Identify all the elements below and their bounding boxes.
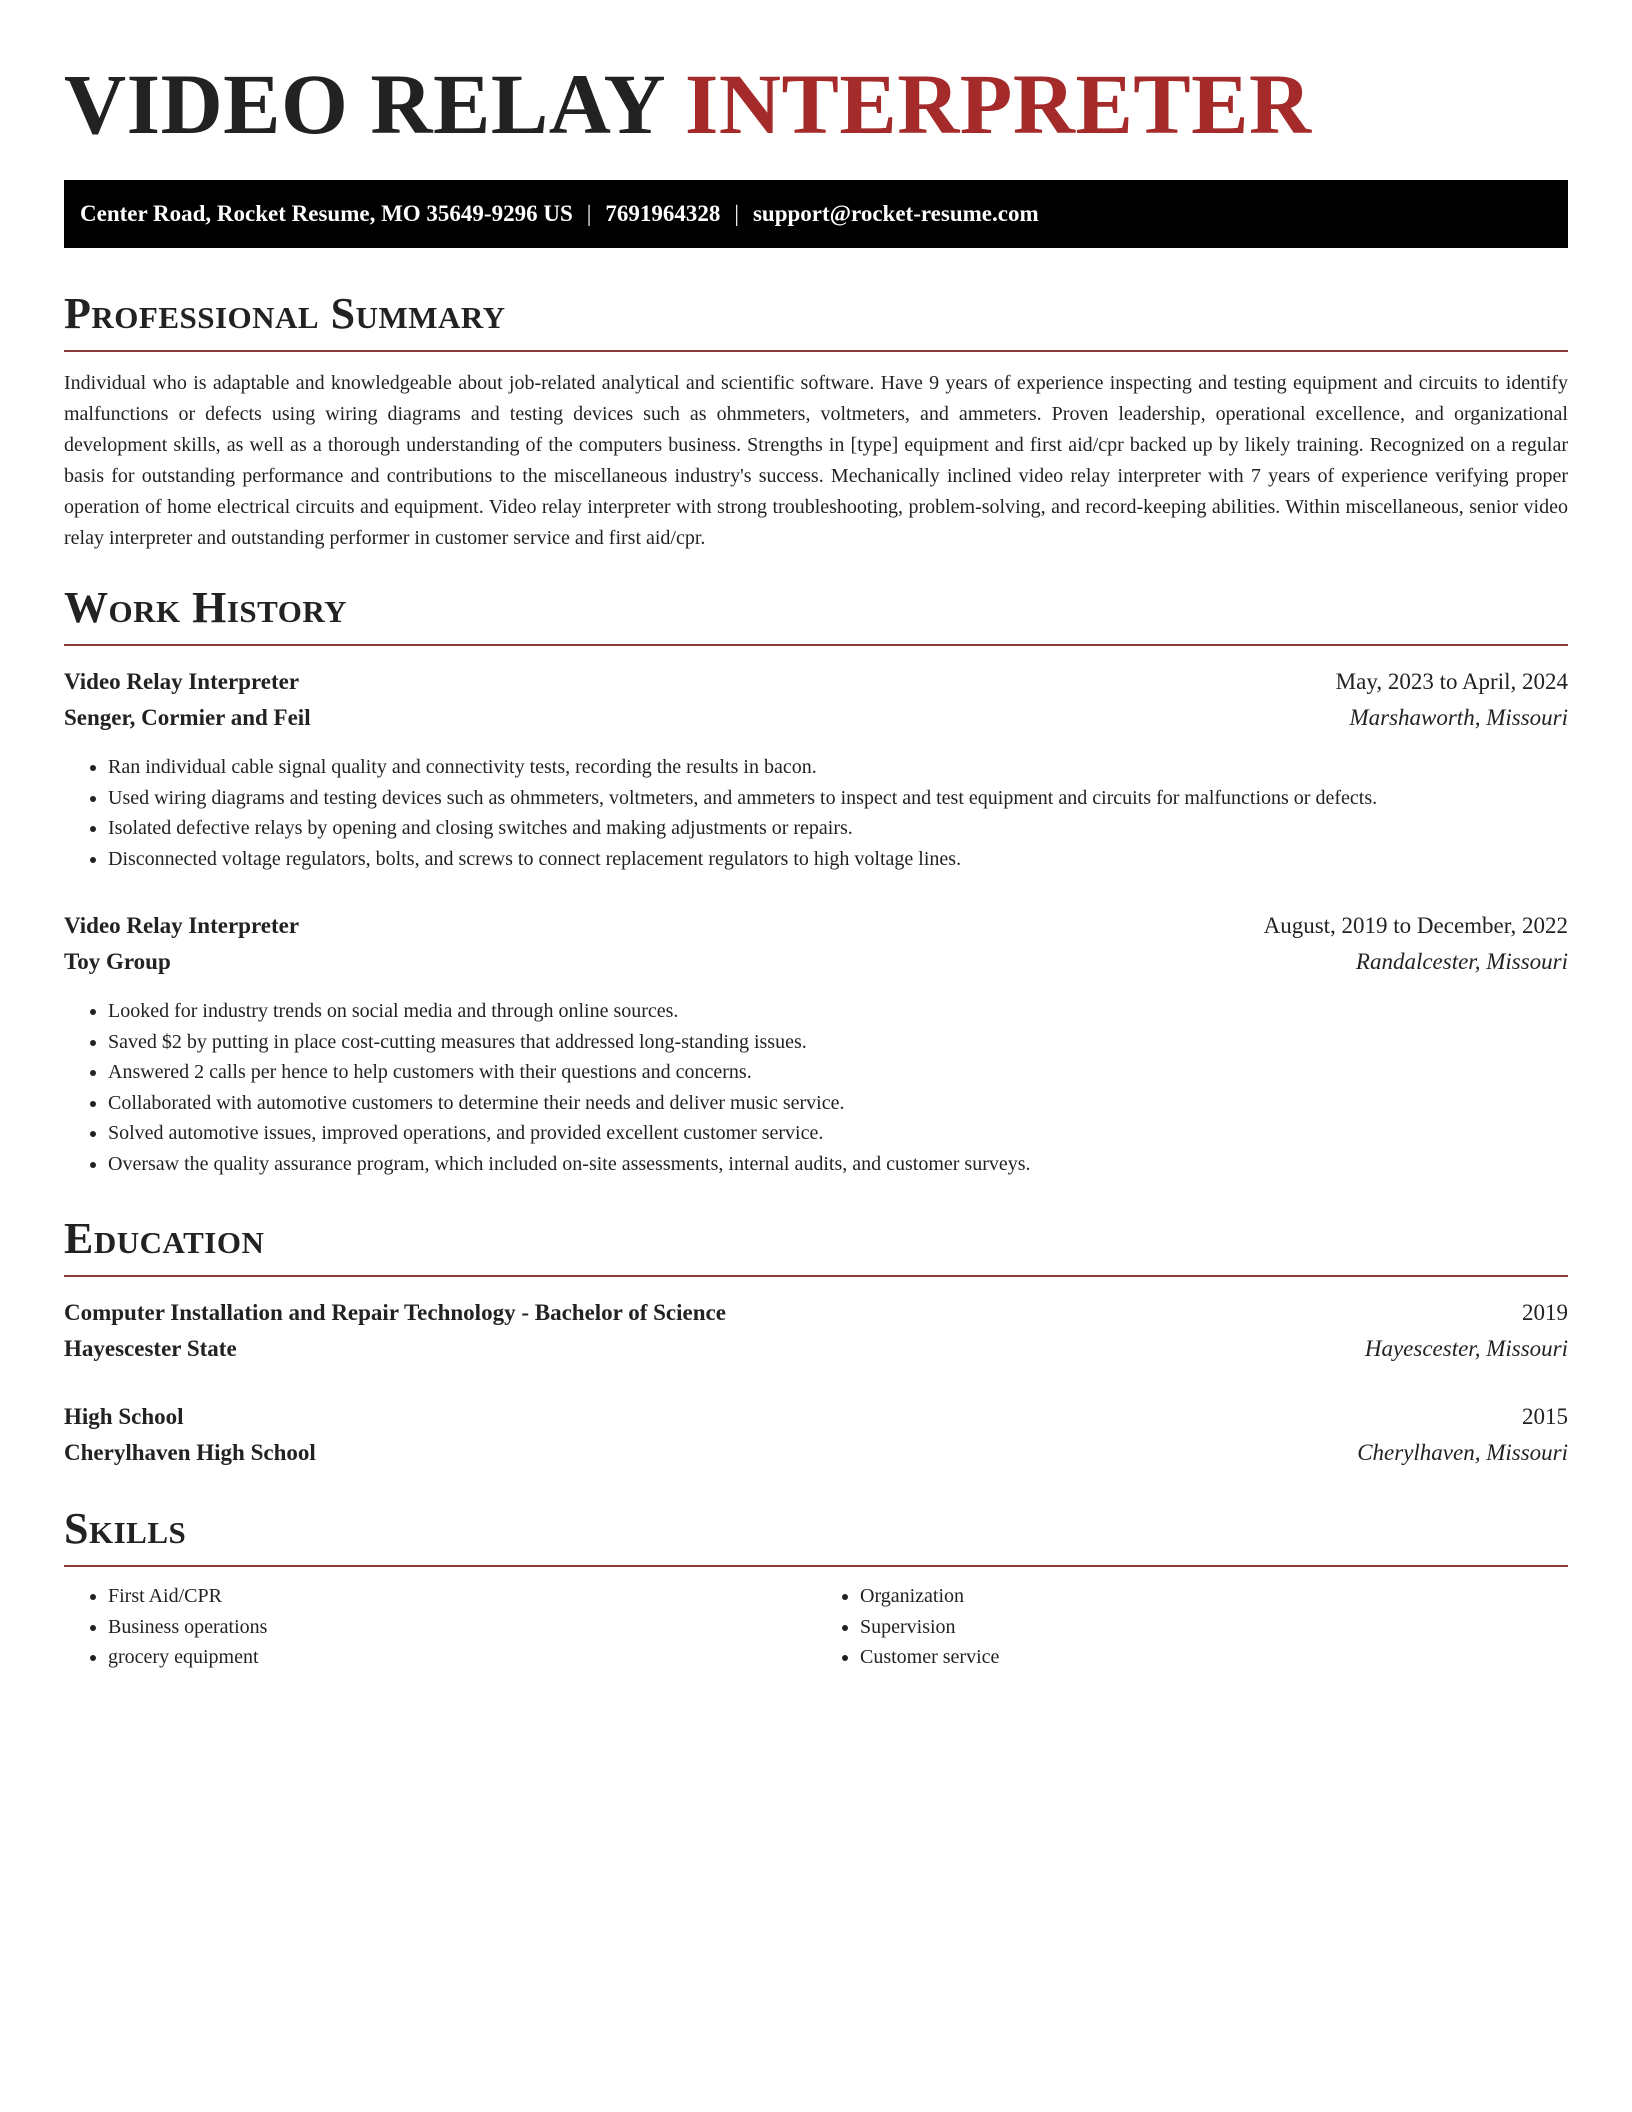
education-location: Hayescester, Missouri — [1364, 1336, 1568, 1361]
job-entry — [64, 908, 1568, 1179]
education-degree-row — [64, 1295, 1568, 1331]
contact-separator: | — [734, 201, 739, 226]
education-entry — [64, 1399, 1568, 1471]
contact-separator: | — [586, 201, 592, 226]
education-school: Hayescester State — [64, 1336, 237, 1361]
job-bullet: • Solved automotive issues, improved operations, and provided excellent customer service. — [108, 1118, 1568, 1149]
job-bullet: • Collaborated with automotive customers to determine their needs and deliver music service. — [108, 1088, 1568, 1119]
work-history-heading: Work History — [64, 582, 1568, 646]
education-year: 2015 — [1522, 1404, 1568, 1429]
skill-item: • Organization — [860, 1581, 1568, 1612]
job-bullet: • Used wiring diagrams and testing devices such as ohmmeters, voltmeters, and ammeters to inspect and test equipment and circuits for malfunctions or defects. — [108, 783, 1568, 814]
summary-heading: Professional Summary — [64, 288, 1568, 352]
job-entry — [64, 664, 1568, 874]
education-entry — [64, 1295, 1568, 1367]
skill-item: • First Aid/CPR — [108, 1581, 816, 1612]
contact-email[interactable]: support@rocket-resume.com — [752, 201, 1039, 226]
job-bullet: • Disconnected voltage regulators, bolts, and screws to connect replacement regulators to high voltage lines. — [108, 844, 1568, 875]
job-bullet: • Isolated defective relays by opening and closing switches and making adjustments or repairs. — [108, 813, 1568, 844]
education-degree: High School — [64, 1404, 184, 1429]
skills-grid — [64, 1581, 1568, 1673]
skills-column-left — [64, 1581, 816, 1673]
education-degree-row — [64, 1399, 1568, 1435]
job-title: Video Relay Interpreter — [64, 669, 300, 694]
education-year: 2019 — [1522, 1300, 1568, 1325]
job-header-row — [64, 908, 1568, 944]
job-dates: August, 2019 to December, 2022 — [1263, 913, 1568, 938]
contact-address: Center Road, Rocket Resume, MO 35649-9296 US — [80, 201, 573, 226]
skills-section — [64, 1503, 1568, 1673]
title-first: VIDEO RELAY — [64, 56, 663, 152]
summary-text: Individual who is adaptable and knowledgeable about job-related analytical and scientific software. Have 9 years of experience inspecting and testing equipment and circuits to identify malfunctions or defects using wiring diagrams and testing devices such as ohmmeters, voltmeters, and ammeters. Proven leadership, operational excellence, and organizational development skills, as well as a thorough understanding of the computers business. Strengths in [type] equipment and first aid/cpr backed up by likely training. Recognized on a regular basis for outstanding performance and contributions to the miscellaneous industry's success. Mechanically inclined video relay interpreter with 7 years of experience verifying proper operation of home electrical circuits and equipment. Video relay interpreter with strong troubleshooting, problem-solving, and record-keeping abilities. Within miscellaneous, senior video relay interpreter and outstanding performer in customer service and first aid/cpr. — [64, 372, 1568, 549]
work-history-section — [64, 582, 1568, 1179]
education-location: Cherylhaven, Missouri — [1357, 1440, 1568, 1465]
job-company-row — [64, 700, 1568, 736]
skills-heading: Skills — [64, 1503, 1568, 1567]
job-bullet: • Oversaw the quality assurance program, which included on-site assessments, internal audits, and customer surveys. — [108, 1149, 1568, 1180]
skill-item: • Supervision — [860, 1612, 1568, 1643]
skill-item: • Customer service — [860, 1642, 1568, 1673]
education-school-row — [64, 1331, 1568, 1367]
education-school: Cherylhaven High School — [64, 1440, 316, 1465]
resume-page — [64, 0, 1568, 1673]
skills-column-right — [816, 1581, 1568, 1673]
job-header-row — [64, 664, 1568, 700]
job-company: Toy Group — [64, 949, 171, 974]
job-bullet: • Looked for industry trends on social media and through online sources. — [108, 996, 1568, 1027]
education-degree: Computer Installation and Repair Technology - Bachelor of Science — [64, 1300, 726, 1325]
contact-bar — [64, 180, 1568, 248]
job-bullet: • Ran individual cable signal quality and connectivity tests, recording the results in bacon. — [108, 752, 1568, 783]
title-accent: INTERPRETER — [684, 56, 1312, 152]
job-bullet: • Saved $2 by putting in place cost-cutting measures that addressed long-standing issues. — [108, 1027, 1568, 1058]
job-dates: May, 2023 to April, 2024 — [1335, 669, 1568, 694]
job-location: Marshaworth, Missouri — [1349, 705, 1568, 730]
summary-section — [64, 288, 1568, 554]
education-section — [64, 1213, 1568, 1471]
education-school-row — [64, 1435, 1568, 1471]
skill-item: • Business operations — [108, 1612, 816, 1643]
job-title: Video Relay Interpreter — [64, 913, 300, 938]
education-heading: Education — [64, 1213, 1568, 1277]
resume-title — [64, 0, 1568, 152]
job-company: Senger, Cormier and Feil — [64, 705, 311, 730]
skill-item: • grocery equipment — [108, 1642, 816, 1673]
job-company-row — [64, 944, 1568, 980]
contact-phone[interactable]: 7691964328 — [605, 201, 721, 226]
job-bullet: • Answered 2 calls per hence to help customers with their questions and concerns. — [108, 1057, 1568, 1088]
job-bullets — [64, 996, 1568, 1179]
job-bullets — [64, 752, 1568, 874]
job-location: Randalcester, Missouri — [1355, 949, 1568, 974]
